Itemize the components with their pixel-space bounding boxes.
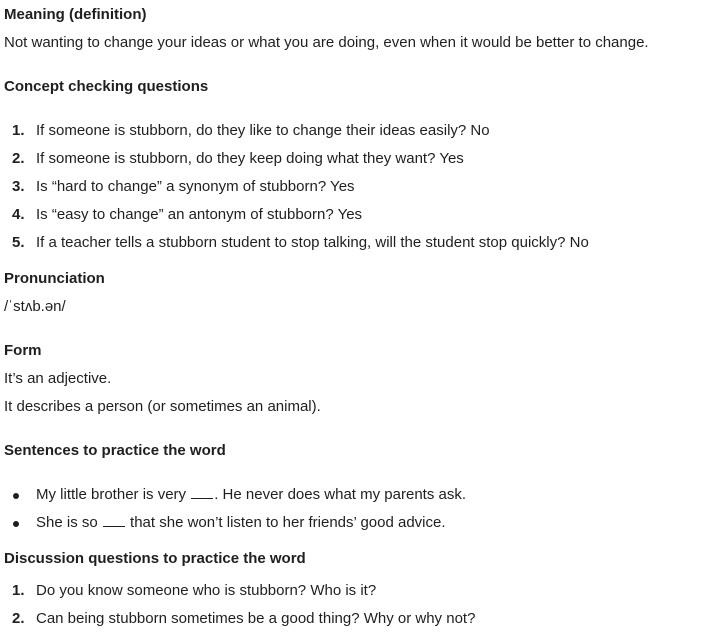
- list-item-text: [36, 485, 466, 505]
- list-number: 2.: [12, 150, 25, 167]
- list-item-text: If a teacher tells a stubborn student to stop talking, will the student stop quickly? No: [36, 234, 589, 251]
- list-number: 2.: [12, 610, 25, 627]
- sentence-part: She is so: [36, 514, 102, 531]
- sentence-part: My little brother is very: [36, 486, 191, 503]
- ccq-heading: Concept checking questions: [4, 78, 209, 95]
- list-item-text: If someone is stubborn, do they keep doing what they want? Yes: [36, 150, 464, 167]
- list-item-text: [36, 513, 446, 533]
- list-item: [4, 513, 694, 533]
- list-item-text: Can being stubborn sometimes be a good thing? Why or why not?: [36, 610, 476, 627]
- blank-line: [191, 486, 213, 499]
- list-item-text: Do you know someone who is stubborn? Who is it?: [36, 582, 377, 599]
- form-heading: Form: [4, 342, 42, 359]
- list-item: [4, 121, 694, 141]
- form-line-2: It describes a person (or sometimes an animal).: [4, 398, 321, 415]
- list-item: [4, 177, 694, 197]
- list-item-text: If someone is stubborn, do they like to change their ideas easily? No: [36, 122, 490, 139]
- list-item: [4, 609, 694, 629]
- list-item: [4, 149, 694, 169]
- list-number: 3.: [12, 178, 25, 195]
- list-number: 4.: [12, 206, 25, 223]
- sentence-part: that she won’t listen to her friends’ good advice.: [125, 514, 446, 531]
- list-item: [4, 233, 694, 253]
- blank-line: [103, 514, 125, 527]
- bullet-icon: [13, 493, 19, 499]
- list-item: [4, 205, 694, 225]
- discussion-heading: Discussion questions to practice the word: [4, 550, 306, 567]
- meaning-text: Not wanting to change your ideas or what you are doing, even when it would be better to change.: [4, 34, 649, 51]
- pronunciation-text: /ˈstʌb.ən/: [4, 298, 66, 315]
- list-number: 1.: [12, 122, 25, 139]
- list-item: [4, 581, 694, 601]
- meaning-heading: Meaning (definition): [4, 6, 147, 23]
- form-line-1: It’s an adjective.: [4, 370, 112, 387]
- list-item-text: Is “hard to change” a synonym of stubborn? Yes: [36, 178, 355, 195]
- pronunciation-heading: Pronunciation: [4, 270, 105, 287]
- list-item: [4, 485, 694, 505]
- sentence-part: . He never does what my parents ask.: [214, 486, 467, 503]
- list-item-text: Is “easy to change” an antonym of stubborn? Yes: [36, 206, 363, 223]
- sentences-heading: Sentences to practice the word: [4, 442, 226, 459]
- list-number: 5.: [12, 234, 25, 251]
- list-number: 1.: [12, 582, 25, 599]
- bullet-icon: [13, 521, 19, 527]
